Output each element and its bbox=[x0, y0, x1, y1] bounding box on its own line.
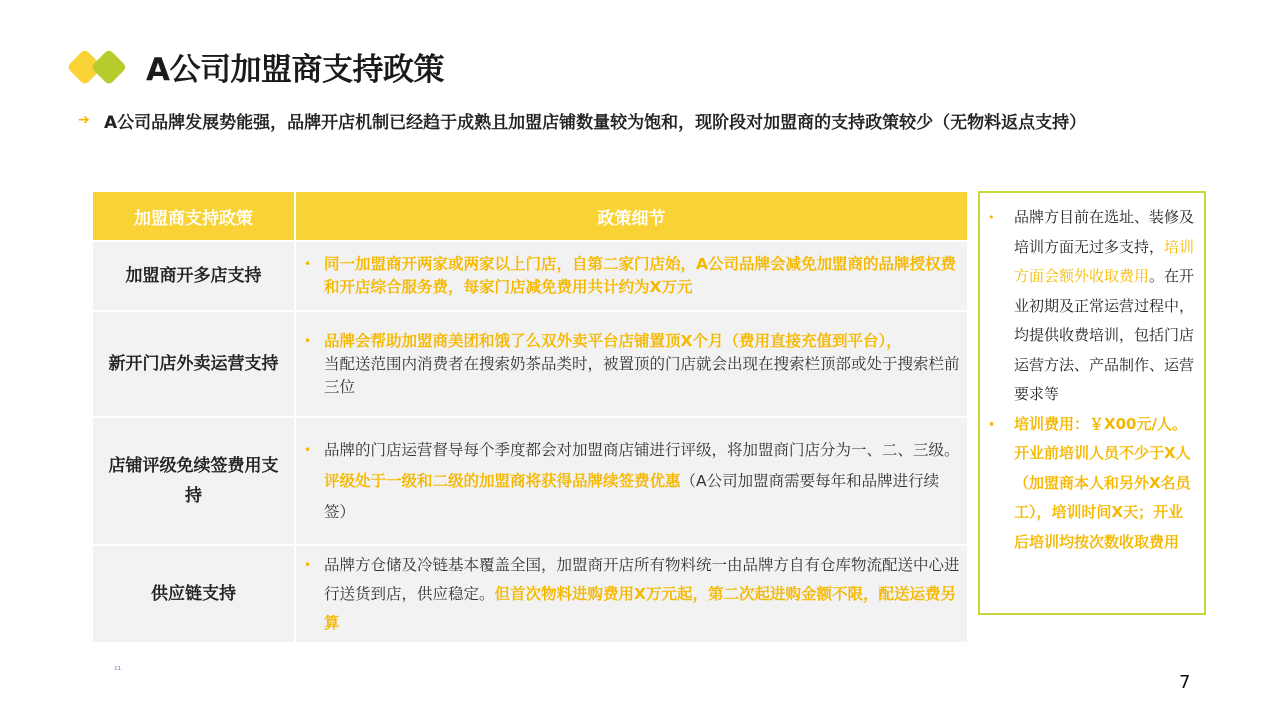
table-header-row bbox=[93, 192, 967, 240]
side-item bbox=[988, 410, 1196, 558]
detail-text: 品牌方仓储及冷链基本覆盖全国，加盟商开店所有物料统一由品牌方自有仓库物流配送中心进行送货到店，供应稳定。 bbox=[324, 555, 960, 603]
footer-mark: ¹¹ bbox=[114, 666, 122, 676]
double-diamond-logo-icon bbox=[66, 46, 138, 90]
detail-highlight: 同一加盟商开两家或两家以上门店，自第二家门店始，A公司品牌会减免加盟商的品牌授权费和开店综合服务费，每家门店减免费用共计约为X万元 bbox=[324, 255, 956, 296]
detail-highlight: 品牌会帮助加盟商美团和饿了么双外卖平台店铺置顶X个月（费用直接充值到平台）， bbox=[324, 331, 902, 350]
header-detail: 政策细节 bbox=[296, 192, 967, 240]
intro-text: A公司品牌发展势能强，品牌开店机制已经趋于成熟且加盟店铺数量较为饱和，现阶段对加盟商的支持政策较少（无物料返点支持） bbox=[104, 113, 1087, 133]
table-row bbox=[93, 544, 967, 642]
policy-name: 店铺评级免续签费用支持 bbox=[93, 416, 296, 544]
training-side-box bbox=[978, 191, 1206, 615]
side-highlight: 培训费用：￥X00元/人。开业前培训人员不少于X人（加盟商本人和另外X名员工），培训时间X天；开业后培训均按次数收取费用 bbox=[1014, 414, 1191, 551]
policy-name: 供应链支持 bbox=[93, 544, 296, 642]
policy-detail bbox=[296, 240, 967, 310]
policy-detail bbox=[296, 544, 967, 642]
side-text: 品牌方目前在选址、装修及培训方面无过多支持， bbox=[1014, 208, 1195, 256]
table-row bbox=[93, 310, 967, 416]
side-text: 。在开业初期及正常运营过程中，均提供收费培训，包括门店运营方法、产品制作、运营要求等 bbox=[1014, 267, 1195, 403]
bullet-dot-icon: • bbox=[304, 333, 312, 348]
detail-highlight: 但首次物料进购费用X万元起，第二次起进购金额不限，配送运费另算 bbox=[324, 584, 956, 632]
page-title: A公司加盟商支持政策 bbox=[146, 52, 444, 88]
detail-text: （A公司加盟商需要每年和品牌进行续签） bbox=[324, 471, 940, 521]
detail-text: 当配送范围内消费者在搜索奶茶品类时，被置顶的门店就会出现在搜索栏顶部或处于搜索栏前三位 bbox=[324, 354, 960, 396]
bullet-dot-icon: • bbox=[988, 211, 995, 224]
policy-name: 新开门店外卖运营支持 bbox=[93, 310, 296, 416]
policy-table bbox=[93, 192, 967, 642]
detail-text: 品牌的门店运营督导每个季度都会对加盟商店铺进行评级，将加盟商门店分为一、二、三级。 bbox=[324, 440, 960, 459]
bullet-dot-icon: • bbox=[304, 257, 312, 271]
side-item bbox=[988, 203, 1196, 410]
policy-name: 加盟商开多店支持 bbox=[93, 240, 296, 310]
policy-detail bbox=[296, 310, 967, 416]
policy-detail bbox=[296, 416, 967, 544]
bullet-dot-icon: • bbox=[304, 557, 312, 572]
page-number: 7 bbox=[1179, 672, 1191, 693]
arrow-bullet-icon: ➔ bbox=[78, 112, 90, 128]
detail-highlight: 评级处于一级和二级的加盟商将获得品牌续签费优惠 bbox=[324, 471, 681, 490]
side-highlight: 培训方面会额外收取费用 bbox=[1014, 237, 1195, 285]
bullet-dot-icon: • bbox=[304, 442, 312, 457]
table-row bbox=[93, 240, 967, 310]
table-row bbox=[93, 416, 967, 544]
header-policy: 加盟商支持政策 bbox=[93, 192, 296, 240]
bullet-dot-icon: • bbox=[988, 417, 996, 431]
